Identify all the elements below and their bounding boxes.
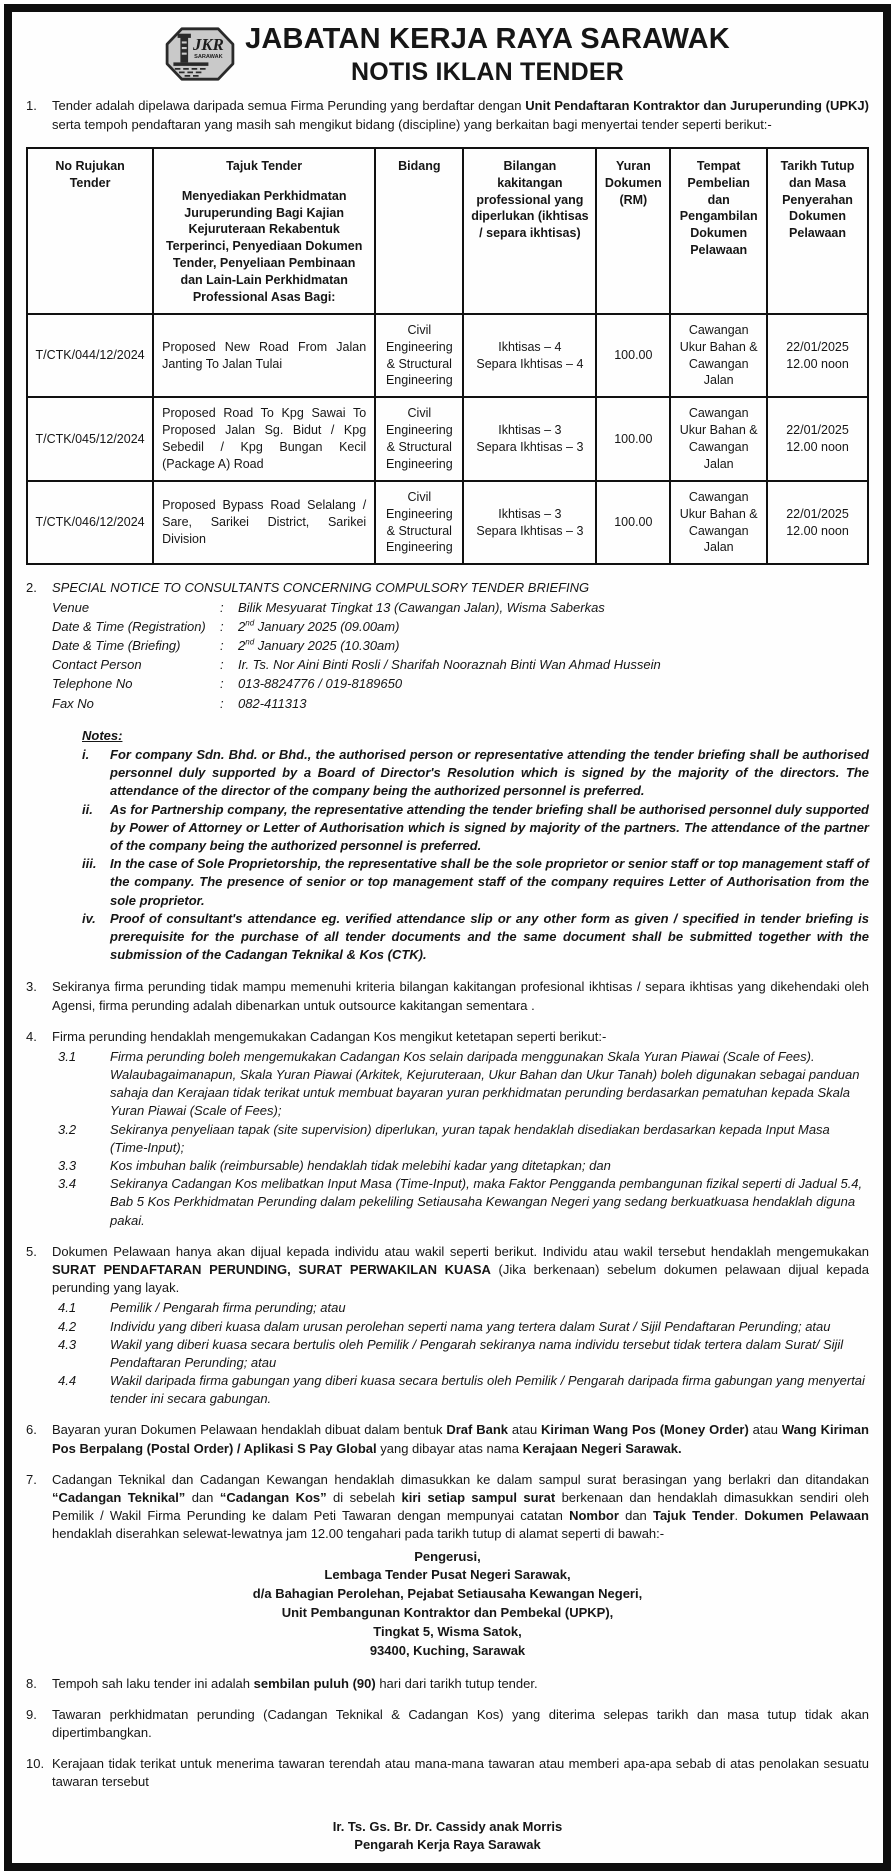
section-4 bbox=[26, 1028, 869, 1230]
kv-value: Ir. Ts. Nor Aini Binti Rosli / Sharifah Nooraznah Binti Wan Ahmad Hussein bbox=[238, 657, 661, 673]
submission-address bbox=[26, 1548, 869, 1661]
kv-colon: : bbox=[220, 695, 224, 711]
section-5 bbox=[26, 1243, 869, 1409]
cell-fee: 100.00 bbox=[596, 314, 670, 398]
close-time: 12.00 noon bbox=[786, 440, 849, 455]
signature-block bbox=[26, 1818, 869, 1856]
sub-text: Firma perunding boleh mengemukakan Cadangan Kos selain daripada menggunakan Skala Yuran Piawai (Scale of Fees). Walaubagaimanapun, Skala Yuran Piawai (Arkitek, Kejuruteraan, Ukur Bahan dan Ukur Tanah) boleh digunakan sebagai panduan sahaja dan Kerajaan tidak terikat untuk membuat bayaran yuran perkhidmatan perunding berdasarkan pematuhan kepada Skala Yuran Piawai (Scale of Fees); bbox=[110, 1048, 860, 1119]
address-line: 93400, Kuching, Sarawak bbox=[369, 1642, 526, 1658]
col-header-yuran: Yuran Dokumen (RM) bbox=[596, 148, 670, 314]
notes-title: Notes: bbox=[82, 727, 123, 743]
cell-title: Proposed New Road From Jalan Janting To Jalan Tulai bbox=[153, 314, 375, 398]
page-subtitle: NOTIS IKLAN TENDER bbox=[350, 58, 625, 87]
cell-date bbox=[767, 397, 868, 481]
cell-bidang: Civil Engineering & Structural Engineering bbox=[375, 397, 463, 481]
table-header-row bbox=[27, 148, 868, 314]
kv-label: Venue bbox=[52, 599, 90, 615]
cell-ref: T/CTK/044/12/2024 bbox=[27, 314, 153, 398]
section-8 bbox=[26, 1675, 869, 1693]
section-2 bbox=[26, 579, 869, 964]
kv-label: Fax No bbox=[52, 695, 94, 711]
kv-value: 2nd January 2025 (09.00am) bbox=[238, 618, 400, 634]
section-3-number: 3. bbox=[26, 979, 37, 995]
cell-staff bbox=[463, 314, 596, 398]
section-7 bbox=[26, 1471, 869, 1544]
cell-ref: T/CTK/046/12/2024 bbox=[27, 481, 153, 565]
section-8-text: Tempoh sah laku tender ini adalah sembilan puluh (90) hari dari tarikh tutup tender. bbox=[52, 1675, 538, 1691]
section-6-text: Bayaran yuran Dokumen Pelawaan hendaklah dibuat dalam bentuk Draf Bank atau Kiriman Wang Pos (Money Order) atau Wang Kiriman Pos Berpalang (Postal Order) / Aplikasi S Pay Global yang dibayar atas nama Kerajaan Negeri Sarawak. bbox=[52, 1422, 869, 1456]
col-header-tajuk-sub: Menyediakan Perkhidmatan Juruperunding Bagi Kajian Kejuruteraan Rekabentuk Terperinci, Penyediaan Dokumen Tender, Penyeliaan Pembinaan dan Lain-Lain Perkhidmatan Professional Asas Bagi: bbox=[165, 188, 363, 304]
briefing-row-registration bbox=[52, 617, 869, 636]
col-header-tarikh: Tarikh Tutup dan Masa Penyerahan Dokumen Pelawaan bbox=[767, 148, 868, 314]
page-title: JABATAN KERJA RAYA SARAWAK bbox=[245, 23, 730, 55]
note-item bbox=[82, 801, 869, 856]
cell-venue: Cawangan Ukur Bahan & Cawangan Jalan bbox=[670, 481, 767, 565]
close-date: 22/01/2025 bbox=[786, 506, 849, 521]
briefing-row-fax bbox=[52, 694, 869, 713]
col-header-tajuk bbox=[153, 148, 375, 314]
close-date: 22/01/2025 bbox=[786, 339, 849, 354]
section-3-text: Sekiranya firma perunding tidak mampu memenuhi kriteria bilangan kakitangan profesional ikhtisas / separa ikhtisas yang dikehendaki oleh Agensi, firma perunding adalah dibenarkan untuk outsource kakitangan sementara . bbox=[52, 979, 869, 1013]
section-1-number: 1. bbox=[26, 98, 37, 114]
staff-ikhtisas: Ikhtisas – 3 bbox=[498, 506, 562, 521]
sub-label: 4.3 bbox=[58, 1336, 77, 1352]
kv-colon: : bbox=[220, 676, 224, 692]
briefing-row-briefing bbox=[52, 636, 869, 655]
col-header-no-rujukan: No Rujukan Tender bbox=[27, 148, 153, 314]
page-frame bbox=[4, 4, 891, 1871]
section-4-number: 4. bbox=[26, 1028, 37, 1044]
sub-text: Pemilik / Pengarah firma perunding; atau bbox=[110, 1300, 346, 1316]
close-time: 12.00 noon bbox=[786, 356, 849, 371]
kv-label: Telephone No bbox=[52, 676, 133, 692]
sub-text: Individu yang diberi kuasa dalam urusan perolehan seperti nama yang tertera dalam Surat / Sijil Pendaftaran Perunding; atau bbox=[110, 1318, 831, 1334]
notes-block bbox=[82, 727, 869, 964]
staff-ikhtisas: Ikhtisas – 4 bbox=[498, 339, 562, 354]
kv-colon: : bbox=[220, 618, 224, 634]
table-row bbox=[27, 314, 868, 398]
note-item bbox=[82, 746, 869, 801]
sub-label: 3.4 bbox=[58, 1176, 77, 1192]
section-5-number: 5. bbox=[26, 1243, 37, 1259]
table-row bbox=[27, 397, 868, 481]
note-text: For company Sdn. Bhd. or Bhd., the authorised person or representative attending the tender briefing shall be authorised personnel duly supported by a Board of Director's Resolution which is signed by the majority of the directors. The attendance of the director of the company being the authorized personnel is preferred. bbox=[110, 747, 869, 799]
section-6 bbox=[26, 1421, 869, 1457]
section-6-number: 6. bbox=[26, 1422, 37, 1438]
cell-date bbox=[767, 314, 868, 398]
staff-separa: Separa Ikhtisas – 4 bbox=[476, 356, 584, 371]
section-5-text: Dokumen Pelawaan hanya akan dijual kepada individu atau wakil seperti berikut. Individu atau wakil tersebut hendaklah mengemukakan SURAT PENDAFTARAN PERUNDING, SURAT PERWAKILAN KUASA (Jika berkenaan) sebelum dokumen pelawaan dijual kepada perunding yang layak. bbox=[52, 1243, 869, 1296]
sub-item bbox=[58, 1299, 869, 1317]
sub-label: 4.4 bbox=[58, 1373, 77, 1389]
address-line: Tingkat 5, Wisma Satok, bbox=[373, 1623, 522, 1639]
signatory-name: Ir. Ts. Gs. Br. Dr. Cassidy anak Morris bbox=[332, 1818, 563, 1834]
cell-staff bbox=[463, 481, 596, 565]
kv-label: Date & Time (Registration) bbox=[52, 618, 206, 634]
sub-item bbox=[58, 1121, 869, 1157]
sub-item bbox=[58, 1157, 869, 1175]
tender-table bbox=[26, 147, 869, 566]
cell-venue: Cawangan Ukur Bahan & Cawangan Jalan bbox=[670, 314, 767, 398]
table-row bbox=[27, 481, 868, 565]
title-block bbox=[245, 24, 730, 87]
note-text: Proof of consultant's attendance eg. verified attendance slip or any other form as given / specified in tender briefing is prerequisite for the purchase of all tender documents and the same document shall be submitted together with the submission of the Cadangan Teknikal & Kos (CTK). bbox=[110, 910, 869, 963]
briefing-row-contact bbox=[52, 655, 869, 674]
section-7-number: 7. bbox=[26, 1471, 37, 1487]
col-header-tempat: Tempat Pembelian dan Pengambilan Dokumen Pelawaan bbox=[670, 148, 767, 314]
section-8-number: 8. bbox=[26, 1675, 37, 1691]
address-line: d/a Bahagian Perolehan, Pejabat Setiausaha Kewangan Negeri, bbox=[252, 1586, 643, 1602]
briefing-row-venue bbox=[52, 598, 869, 617]
section-10-text: Kerajaan tidak terikat untuk menerima tawaran terendah atau mana-mana tawaran atau memberi apa-apa sebab di atas penolakan sesuatu tawaran tersebut bbox=[52, 1756, 869, 1790]
sub-label: 3.1 bbox=[58, 1048, 77, 1064]
kv-colon: : bbox=[220, 637, 224, 653]
section-9 bbox=[26, 1706, 869, 1742]
cell-staff bbox=[463, 397, 596, 481]
sub-label: 4.1 bbox=[58, 1300, 77, 1316]
note-text: In the case of Sole Proprietorship, the representative shall be the sole proprietor or senior staff or top management staff of the company. The presence of senior or top management staff of the company requires Letter of Authorisation from the sole proprietor. bbox=[110, 856, 869, 908]
sub-item bbox=[58, 1336, 869, 1372]
sub-text: Sekiranya penyeliaan tapak (site supervision) diperlukan, yuran tapak hendaklah disediakan berdasarkan kepada Input Masa (Time-Input); bbox=[110, 1121, 830, 1155]
cell-venue: Cawangan Ukur Bahan & Cawangan Jalan bbox=[670, 397, 767, 481]
note-label: iv. bbox=[82, 910, 96, 926]
cell-bidang: Civil Engineering & Structural Engineering bbox=[375, 314, 463, 398]
col-header-tajuk-title: Tajuk Tender bbox=[226, 158, 303, 173]
logo-jkr-text: JKR bbox=[193, 34, 224, 54]
section-9-number: 9. bbox=[26, 1706, 37, 1722]
section-7-text: Cadangan Teknikal dan Cadangan Kewangan hendaklah dimasukkan ke dalam sampul surat berasingan yang berlakri dan ditandakan “Cadangan Teknikal” dan “Cadangan Kos” di sebelah kiri setiap sampul surat berkenaan dan hendaklah dimasukkan sendiri oleh Pemilik / Wakil Firma Perunding ke dalam Peti Tawaran dengan mempunyai catatan Nombor dan Tajuk Tender. Dokumen Pelawaan hendaklah diserahkan selewat-lewatnya jam 12.00 tengahari pada tarikh tutup di alamat seperti di bawah:- bbox=[52, 1471, 869, 1542]
col-header-bilangan: Bilangan kakitangan professional yang diperlukan (ikhtisas / separa ikhtisas) bbox=[463, 148, 596, 314]
section-10 bbox=[26, 1755, 869, 1791]
section-9-text: Tawaran perkhidmatan perunding (Cadangan Teknikal & Cadangan Kos) yang diterima selepas tarikh dan masa tutup tidak akan dipertimbangkan. bbox=[52, 1706, 869, 1741]
sub-text: Kos imbuhan balik (reimbursable) hendaklah tidak melebihi kadar yang ditetapkan; dan bbox=[110, 1158, 611, 1174]
briefing-row-telephone bbox=[52, 674, 869, 693]
staff-ikhtisas: Ikhtisas – 3 bbox=[498, 423, 562, 438]
kv-value: Bilik Mesyuarat Tingkat 13 (Cawangan Jalan), Wisma Saberkas bbox=[238, 599, 605, 615]
note-item bbox=[82, 855, 869, 910]
sub-text: Wakil daripada firma gabungan yang diberi kuasa secara bertulis oleh Pemilik / Pengarah daripada firma gabungan yang menyertai tender ini secara gabungan. bbox=[110, 1373, 865, 1407]
kv-colon: : bbox=[220, 657, 224, 673]
address-line: Lembaga Tender Pusat Negeri Sarawak, bbox=[324, 1567, 571, 1583]
section-2-number: 2. bbox=[26, 580, 37, 596]
close-time: 12.00 noon bbox=[786, 523, 849, 538]
section-3 bbox=[26, 978, 869, 1014]
address-line: Pengerusi, bbox=[414, 1548, 481, 1564]
briefing-title: SPECIAL NOTICE TO CONSULTANTS CONCERNING COMPULSORY TENDER BRIEFING bbox=[52, 580, 590, 596]
cell-bidang: Civil Engineering & Structural Engineering bbox=[375, 481, 463, 565]
kv-label: Contact Person bbox=[52, 657, 142, 673]
note-label: i. bbox=[82, 747, 90, 763]
cell-title: Proposed Bypass Road Selalang / Sare, Sarikei District, Sarikei Division bbox=[153, 481, 375, 565]
sub-text: Wakil yang diberi kuasa secara bertulis oleh Pemilik / Pengarah sekiranya nama individu tersebut tidak tertera dalam Surat/ Sijil Pendaftaran Perunding; atau bbox=[110, 1336, 844, 1370]
kv-colon: : bbox=[220, 599, 224, 615]
cell-date bbox=[767, 481, 868, 565]
sub-label: 3.3 bbox=[58, 1158, 77, 1174]
kv-label: Date & Time (Briefing) bbox=[52, 637, 181, 653]
signatory-position: Pengarah Kerja Raya Sarawak bbox=[354, 1837, 541, 1853]
col-header-bidang: Bidang bbox=[375, 148, 463, 314]
note-text: As for Partnership company, the representative attending the tender briefing shall be authorised personnel duly supported by Power of Attorney or Letter of Authorisation which is signed by majority of the partners. The attendance of the partner of the company being the authorized personnel is preferred. bbox=[110, 801, 869, 854]
cell-fee: 100.00 bbox=[596, 397, 670, 481]
staff-separa: Separa Ikhtisas – 3 bbox=[476, 523, 584, 538]
note-item bbox=[82, 910, 869, 965]
logo-sarawak-text: SARAWAK bbox=[194, 54, 223, 61]
note-label: ii. bbox=[82, 801, 93, 817]
address-line: Unit Pembangunan Kontraktor dan Pembekal (UPKP), bbox=[281, 1605, 614, 1621]
kv-value: 2nd January 2025 (10.30am) bbox=[238, 637, 400, 653]
sub-item bbox=[58, 1318, 869, 1336]
section-1-text: Tender adalah dipelawa daripada semua Firma Perunding yang berdaftar dengan Unit Pendaftaran Kontraktor dan Juruperunding (UPKJ) serta tempoh pendaftaran yang masih sah mengikut bidang (discipline) yang berkaitan bagi menyertai tender seperti berikut:- bbox=[52, 98, 869, 132]
sub-text: Sekiranya Cadangan Kos melibatkan Input Masa (Time-Input), maka Faktor Pengganda pembangunan fizikal seperti di Jadual 5.4, Bab 5 Kos Perkhidmatan Perunding dalam pekeliling Setiausaha Kewangan Negeri yang sedang berkuatkuasa hendaklah diguna pakai. bbox=[110, 1176, 863, 1228]
kv-value: 013-8824776 / 019-8189650 bbox=[238, 676, 403, 692]
sub-item bbox=[58, 1048, 869, 1121]
kv-value: 082-411313 bbox=[238, 695, 307, 711]
sub-item bbox=[58, 1175, 869, 1230]
cell-fee: 100.00 bbox=[596, 481, 670, 565]
staff-separa: Separa Ikhtisas – 3 bbox=[476, 440, 584, 455]
sub-label: 4.2 bbox=[58, 1318, 77, 1334]
jkr-sarawak-logo-icon bbox=[165, 26, 235, 82]
close-date: 22/01/2025 bbox=[786, 423, 849, 438]
sub-label: 3.2 bbox=[58, 1121, 77, 1137]
note-label: iii. bbox=[82, 856, 97, 872]
cell-title: Proposed Road To Kpg Sawai To Proposed Jalan Sg. Bidut / Kpg Sebedil / Kpg Bungan Kecil (Package A) Road bbox=[153, 397, 375, 481]
cell-ref: T/CTK/045/12/2024 bbox=[27, 397, 153, 481]
page-header bbox=[26, 24, 869, 87]
section-1 bbox=[26, 97, 869, 133]
section-4-intro: Firma perunding hendaklah mengemukakan Cadangan Kos mengikut ketetapan seperti berikut:- bbox=[52, 1028, 607, 1044]
section-10-number: 10. bbox=[26, 1756, 45, 1772]
sub-item bbox=[58, 1372, 869, 1408]
